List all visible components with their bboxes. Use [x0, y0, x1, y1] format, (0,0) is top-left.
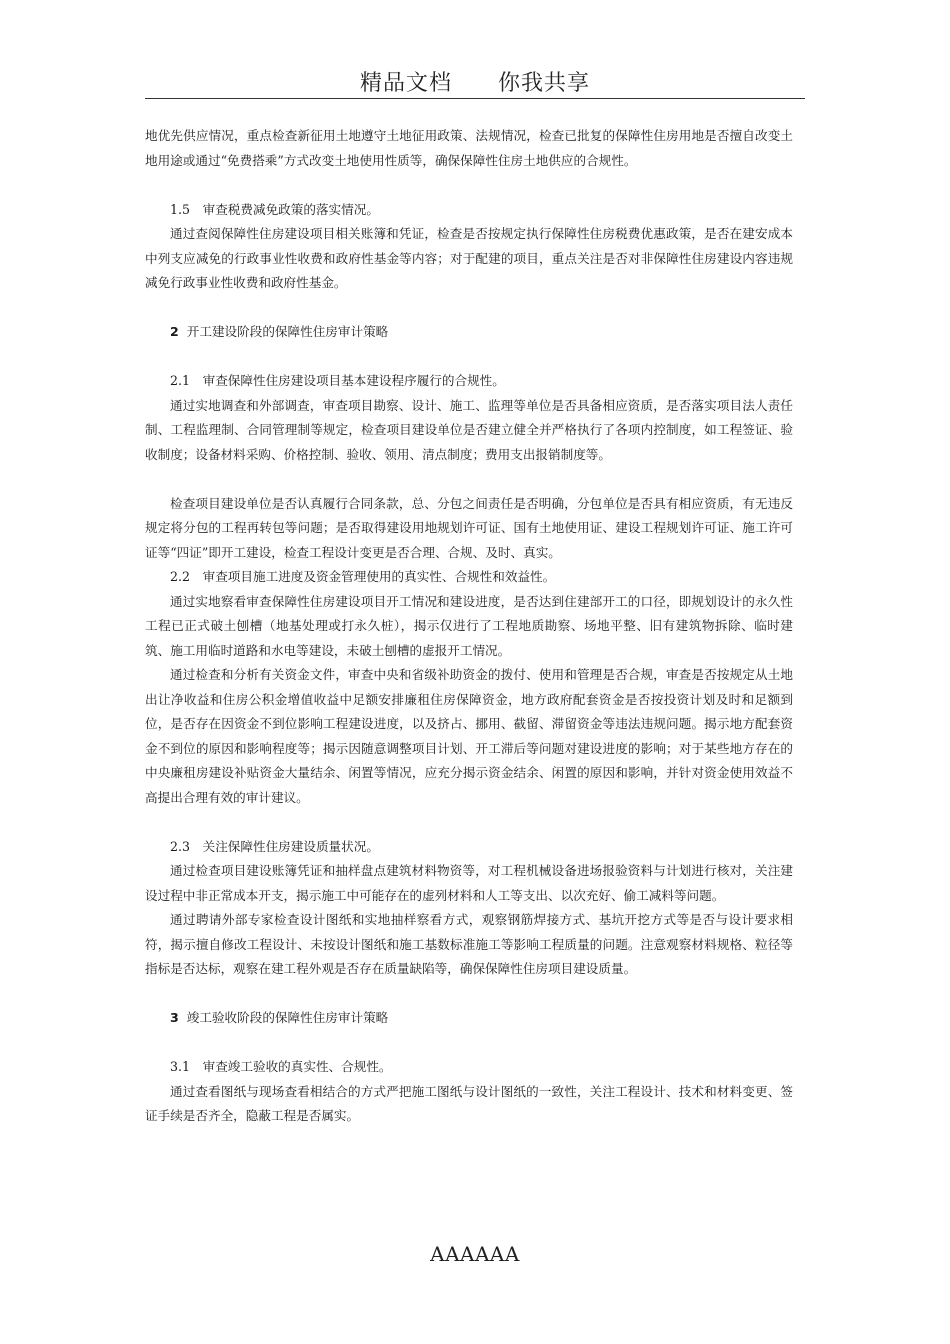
paragraph-2-2-b: 通过检查和分析有关资金文件，审查中央和省级补助资金的拨付、使用和管理是否合规，审查是否按规定从土地出让净收益和住房公积金增值收益中足额安排廉租住房保障资金，地方政府配套资金是否按投资计划及时和足额到位，是否存在因资金不到位影响工程建设进度，以及挤占、挪用、截留、滞留资金等违法违规问题。揭示地方配套资金不到位的原因和影响程度等；揭示因随意调整项目计划、开工滞后等问题对建设进度的影响；对于某些地方存在的中央廉租房建设补贴资金大量结余、闲置等情况，应充分揭示资金结余、闲置的原因和影响，并针对资金使用效益不高提出合理有效的审计建议。: [145, 667, 793, 805]
paragraph-2-3-a: 通过检查项目建设账簿凭证和抽样盘点建筑材料物资等，对工程机械设备进场报验资料与计划进行核对，关注建设过程中非正常成本开支，揭示施工中可能存在的虚列材料和人工等支出、以次充好、偷工减料等问题。: [145, 863, 793, 903]
paragraph-land-supply: 地优先供应情况，重点检查新征用土地遵守土地征用政策、法规情况，检查已批复的保障性住房用地是否擅自改变土地用途或通过“免费搭乘”方式改变土地使用性质等，确保保障性住房土地供应的合规性。: [145, 128, 793, 168]
paragraph-2-2-a: 通过实地察看审查保障性住房建设项目开工情况和建设进度，是否达到住建部开工的口径，即规划设计的永久性工程已正式破土刨槽（地基处理或打永久桩），揭示仅进行了工程地质勘察、场地平整、旧有建筑物拆除、临时建筑、施工用临时道路和水电等建设，未破土刨槽的虚报开工情况。: [145, 593, 793, 658]
subheading-3-1: 3.1 审查竣工验收的真实性、合规性。: [170, 1059, 392, 1074]
header-left-text: 精品文档: [359, 71, 452, 96]
paragraph-2-3-b: 通过聘请外部专家检查设计图纸和实地抽样察看方式，观察钢筋焊接方式、基坑开挖方式等是否与设计要求相符，揭示擅自修改工程设计、未按设计图纸和施工基数标准施工等影响工程质量的问题。注意观察材料规格、粒径等指标是否达标，观察在建工程外观是否存在质量缺陷等，确保保障性住房项目建设质量。: [145, 912, 793, 976]
document-body: [145, 124, 793, 1129]
section-number-2: 2: [170, 324, 179, 339]
page-header: [145, 66, 805, 97]
paragraph-1-5: 通过查阅保障性住房建设项目相关账簿和凭证，检查是否按规定执行保障性住房税费优惠政策，是否在建安成本中列支应减免的行政事业性收费和政府性基金等内容；对于配建的项目，重点关注是否对非保障性住房建设内容违规减免行政事业性收费和政府性基金。: [145, 226, 793, 290]
header-rule: [145, 98, 805, 99]
header-right-text: 你我共享: [498, 71, 591, 96]
subheading-2-2: 2.2 审查项目施工进度及资金管理使用的真实性、合规性和效益性。: [170, 569, 556, 584]
section-title-3: 竣工验收阶段的保障性住房审计策略: [186, 1010, 389, 1025]
paragraph-2-1-b: 检查项目建设单位是否认真履行合同条款，总、分包之间责任是否明确，分包单位是否具有相应资质，有无违反规定将分包的工程再转包等问题；是否取得建设用地规划许可证、国有土地使用证、建设工程规划许可证、施工许可证等“四证”即开工建设，检查工程设计变更是否合理、合规、及时、真实。: [145, 495, 793, 560]
section-heading-2: [145, 320, 793, 345]
section-heading-3: [145, 1006, 793, 1031]
page-footer: AAAAAA: [430, 1242, 520, 1266]
paragraph-2-1-a: 通过实地调查和外部调查，审查项目勘察、设计、施工、监理等单位是否具备相应资质，是否落实项目法人责任制、工程监理制、合同管理制等规定，检查项目建设单位是否建立健全并严格执行了各项内控制度，如工程签证、验收制度；设备材料采购、价格控制、验收、领用、清点制度；费用支出报销制度等。: [145, 397, 793, 462]
subheading-2-3: 2.3 关注保障性住房建设质量状况。: [170, 838, 379, 854]
subheading-2-1: 2.1 审查保障性住房建设项目基本建设程序履行的合规性。: [170, 373, 505, 388]
subheading-1-5: 1.5 审查税费减免政策的落实情况。: [170, 201, 379, 217]
section-title-2: 开工建设阶段的保障性住房审计策略: [186, 324, 389, 339]
paragraph-3-1: 通过查看图纸与现场查看相结合的方式严把施工图纸与设计图纸的一致性，关注工程设计、技术和材料变更、签证手续是否齐全，隐蔽工程是否属实。: [145, 1083, 793, 1123]
section-number-3: 3: [170, 1010, 179, 1025]
